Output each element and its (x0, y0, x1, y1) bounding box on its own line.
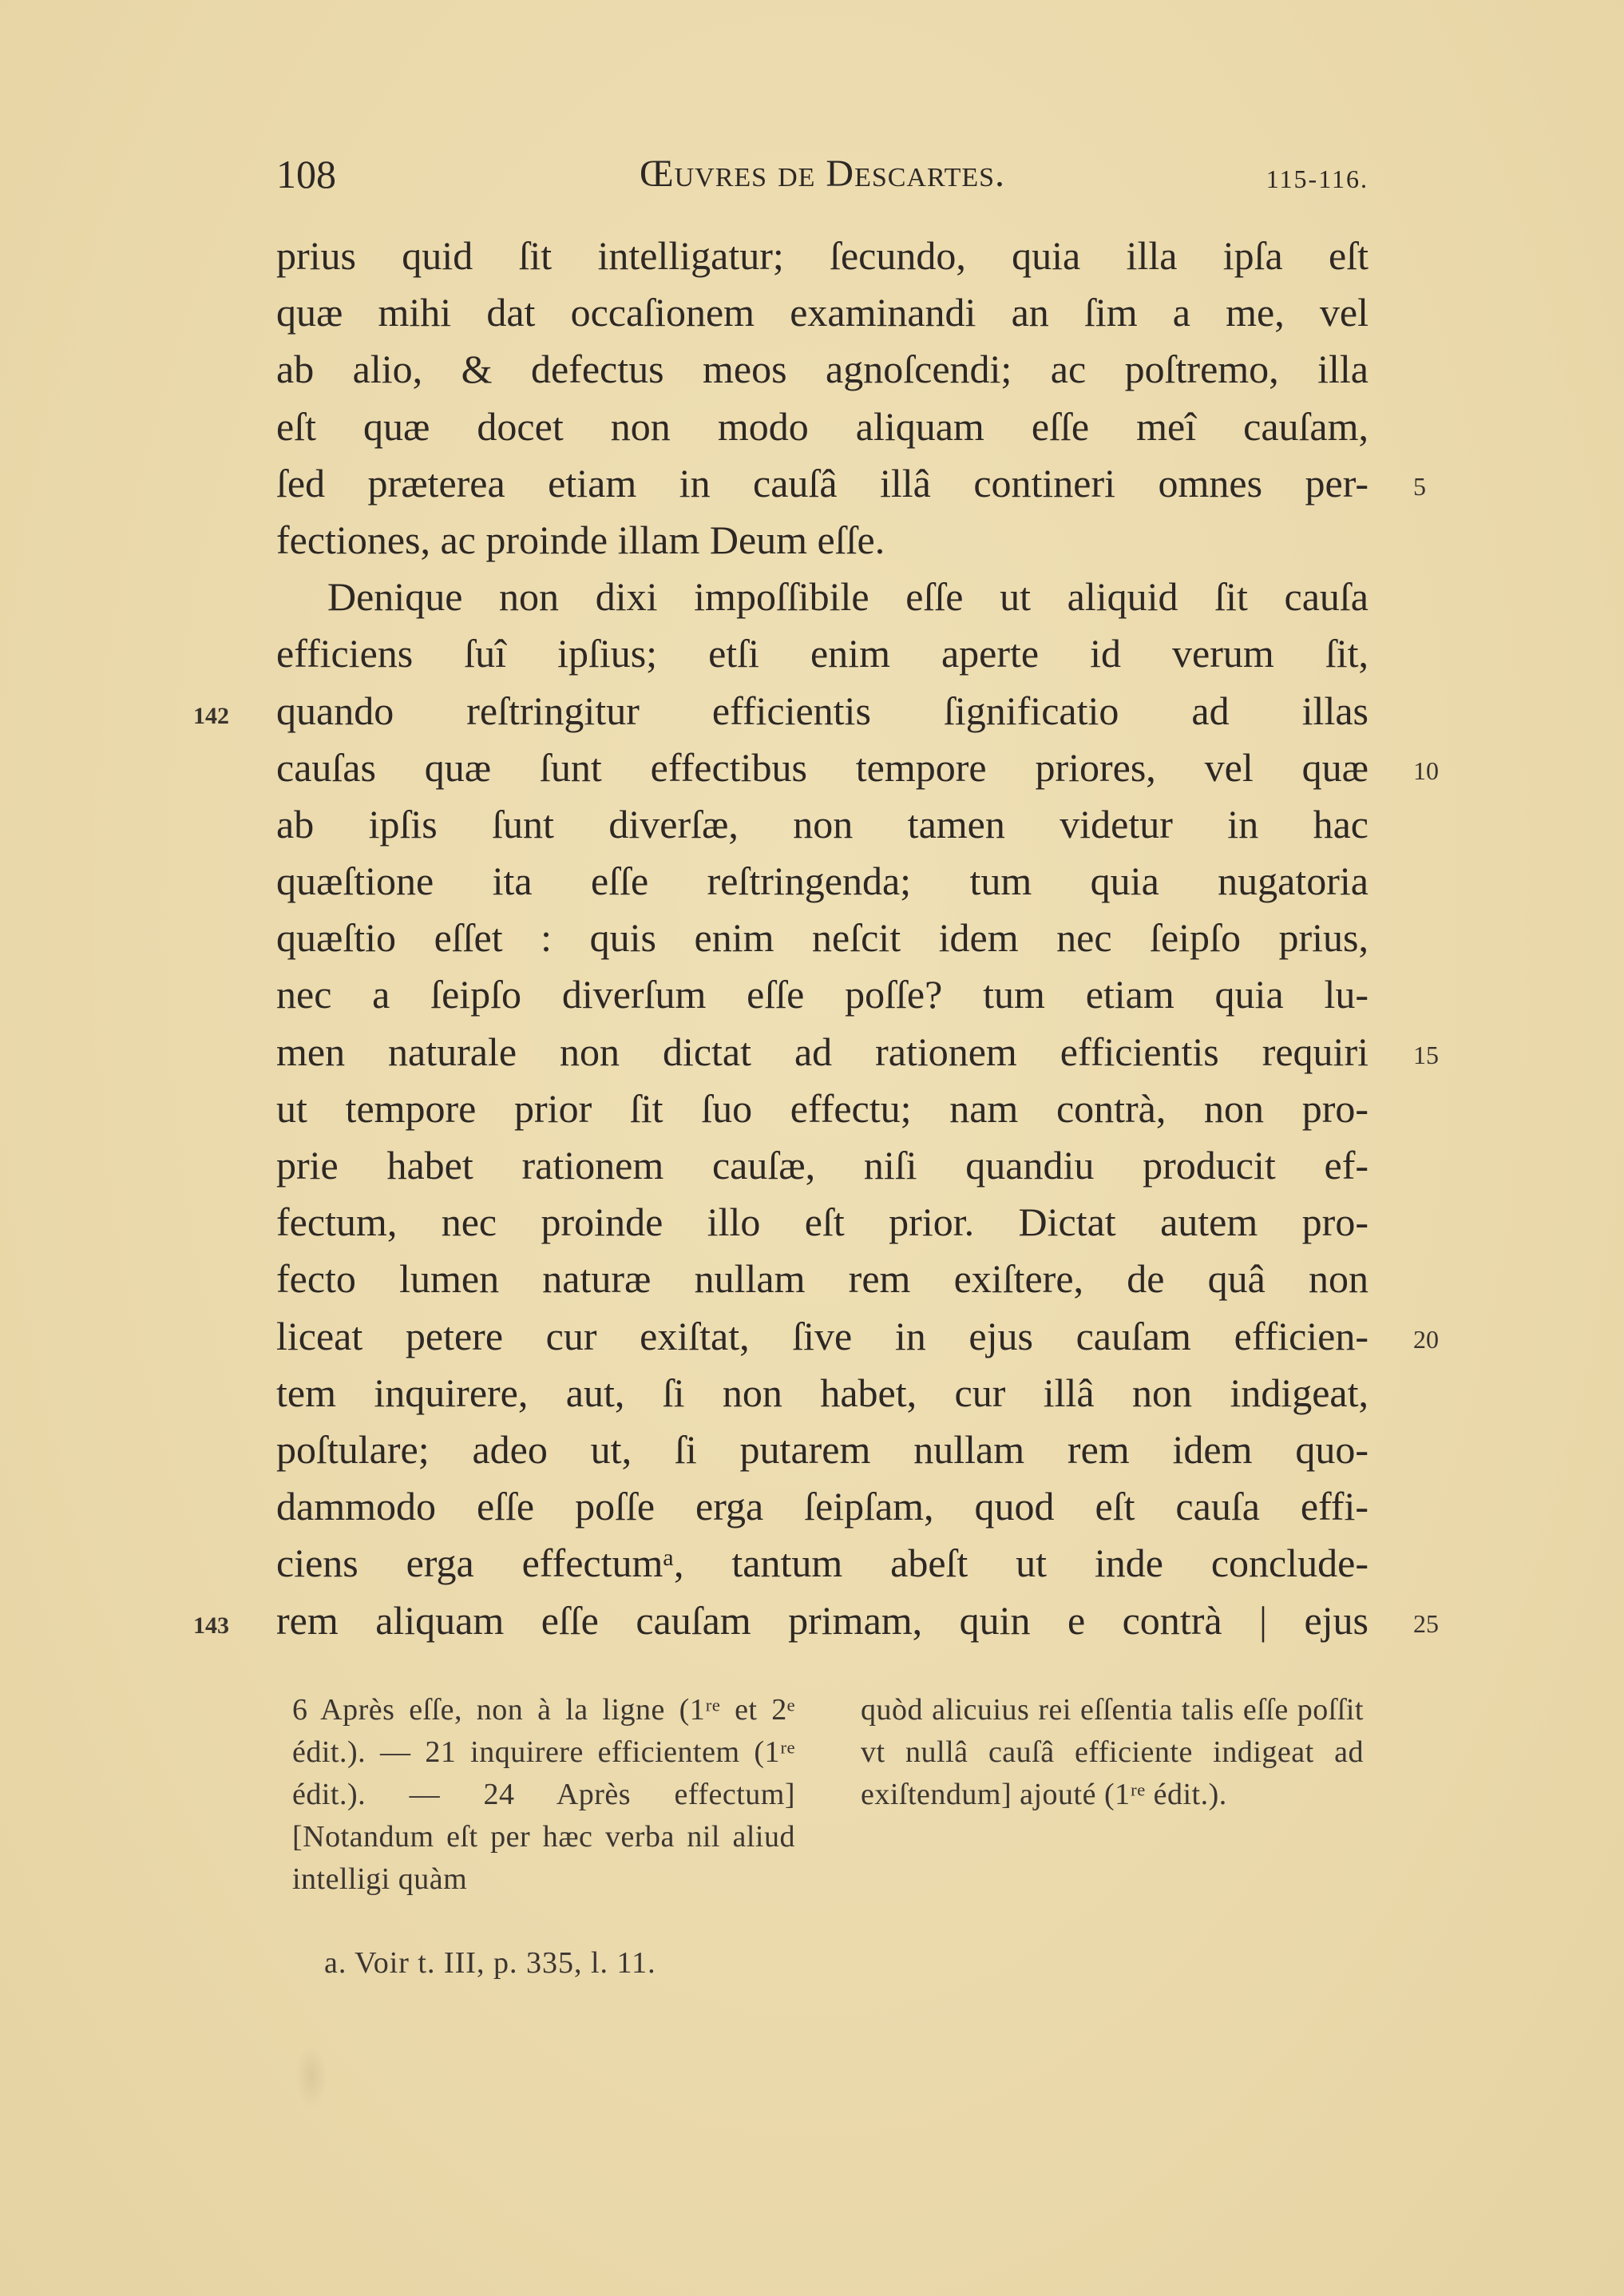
line-text: dammodo eſſe poſſe erga ſeipſam, quod eſt cauſa effi- (276, 1484, 1369, 1529)
text-line (276, 1137, 1369, 1194)
line-text: ab alio, & defectus meos agnoſcendi; ac poſtremo, illa (276, 347, 1369, 392)
text-line (276, 1478, 1369, 1535)
text-line (276, 284, 1369, 341)
line-text: prius quid ſit intelligatur; ſecundo, quia illa ipſa eſt (276, 233, 1369, 278)
text-line (276, 796, 1369, 853)
paper-smudge (295, 2044, 327, 2108)
text-line (276, 1081, 1369, 1137)
line-text: cauſas quæ ſunt effectibus tempore priores, vel quæ (276, 744, 1369, 790)
line-text: ab ipſis ſunt diverſæ, non tamen videtur in hac (276, 801, 1369, 847)
text-line (193, 1592, 1439, 1649)
line-text: liceat petere cur exiſtat, ſive in ejus cauſam efficien- (276, 1313, 1369, 1358)
line-text: rem aliquam eſſe cauſam primam, quin e contrà | ejus (276, 1597, 1369, 1643)
line-text: quæ mihi dat occaſionem examinandi an ſim a me, vel (276, 290, 1369, 335)
editor-annotation: a. Voir t. III, p. 335, l. 11. (324, 1946, 656, 1980)
text-line (276, 853, 1369, 910)
line-text: efficiens ſuî ipſius; etſi enim aperte id verum ſit, (276, 631, 1369, 676)
line-text: eſt quæ docet non modo aliquam eſſe meî cauſam, (276, 403, 1369, 449)
text-line (276, 455, 1426, 512)
line-text: men naturale non dictat ad rationem efficientis requiri (276, 1029, 1369, 1074)
line-number: 10 (1413, 755, 1439, 785)
text-line (276, 740, 1439, 796)
page-header (276, 150, 1369, 198)
line-text: nec a ſeipſo diverſum eſſe poſſe? tum etiam quia lu- (276, 972, 1369, 1017)
line-text: poſtulare; adeo ut, ſi putarem nullam rem idem quo- (276, 1426, 1369, 1472)
text-line (276, 1308, 1439, 1365)
text-line (276, 625, 1369, 682)
line-text: fecto lumen naturæ nullam rem exiſtere, de quâ non (276, 1256, 1369, 1302)
line-text: ciens erga effectumᵃ, tantum abeſt ut inde conclude- (276, 1541, 1369, 1586)
text-line (276, 569, 1369, 625)
variant-footnotes (292, 1689, 1370, 1905)
running-title: Œuvres de Descartes. (639, 153, 1006, 195)
page-range: 115-116. (1266, 165, 1369, 193)
text-line (276, 1251, 1369, 1307)
text-line (276, 1535, 1369, 1592)
footnote-column-left: 6 Après eſſe, non à la ligne (1ʳᵉ et 2ᵉ édit.). — 21 inquirere efficientem (1ʳᵉ édit.). — 24 Après effectum] [Notandum eſt per hæc verba nil aliud intelligi quàm (292, 1693, 795, 1896)
text-line (276, 512, 1369, 569)
original-page-marker: 142 (193, 702, 229, 729)
main-text (193, 228, 1439, 1649)
line-text: ut tempore prior ſit ſuo effectu; nam contrà, non pro- (276, 1085, 1369, 1131)
text-line (276, 910, 1369, 966)
text-line (276, 399, 1369, 455)
text-line (276, 966, 1369, 1023)
line-number: 15 (1413, 1040, 1439, 1069)
text-line (193, 683, 1369, 740)
footnote-column-right: quòd alicuius rei eſſentia talis eſſe poſſit vt nullâ cauſâ efficiente indigeat ad exiſtendum] ajouté (1ʳᵉ édit.). (861, 1693, 1364, 1811)
text-line (276, 341, 1369, 398)
page-number: 108 (276, 152, 336, 196)
text-line (276, 1422, 1369, 1478)
text-line (276, 228, 1369, 284)
line-text: fectum, nec proinde illo eſt prior. Dictat autem pro- (276, 1200, 1369, 1245)
text-line (276, 1194, 1369, 1251)
line-text: quando reſtringitur efficientis ſignificatio ad illas (276, 688, 1369, 733)
text-line (276, 1365, 1369, 1422)
line-text: prie habet rationem cauſæ, niſi quandiu producit ef- (276, 1143, 1369, 1188)
line-number: 20 (1413, 1324, 1439, 1354)
original-page-marker: 143 (193, 1612, 229, 1639)
line-text: tem inquirere, aut, ſi non habet, cur illâ non indigeat, (276, 1370, 1369, 1415)
line-text: quæſtio eſſet : quis enim neſcit idem nec ſeipſo prius, (276, 915, 1369, 961)
line-number: 5 (1413, 471, 1426, 501)
line-text: Denique non dixi impoſſibile eſſe ut aliquid ſit cauſa (327, 574, 1369, 620)
line-text: fectiones, ac proinde illam Deum eſſe. (276, 517, 885, 562)
line-text: ſed præterea etiam in cauſâ illâ contineri omnes per- (276, 460, 1369, 506)
line-text: quæſtione ita eſſe reſtringenda; tum quia nugatoria (276, 859, 1369, 904)
text-line (276, 1024, 1439, 1081)
line-number: 25 (1413, 1608, 1439, 1638)
